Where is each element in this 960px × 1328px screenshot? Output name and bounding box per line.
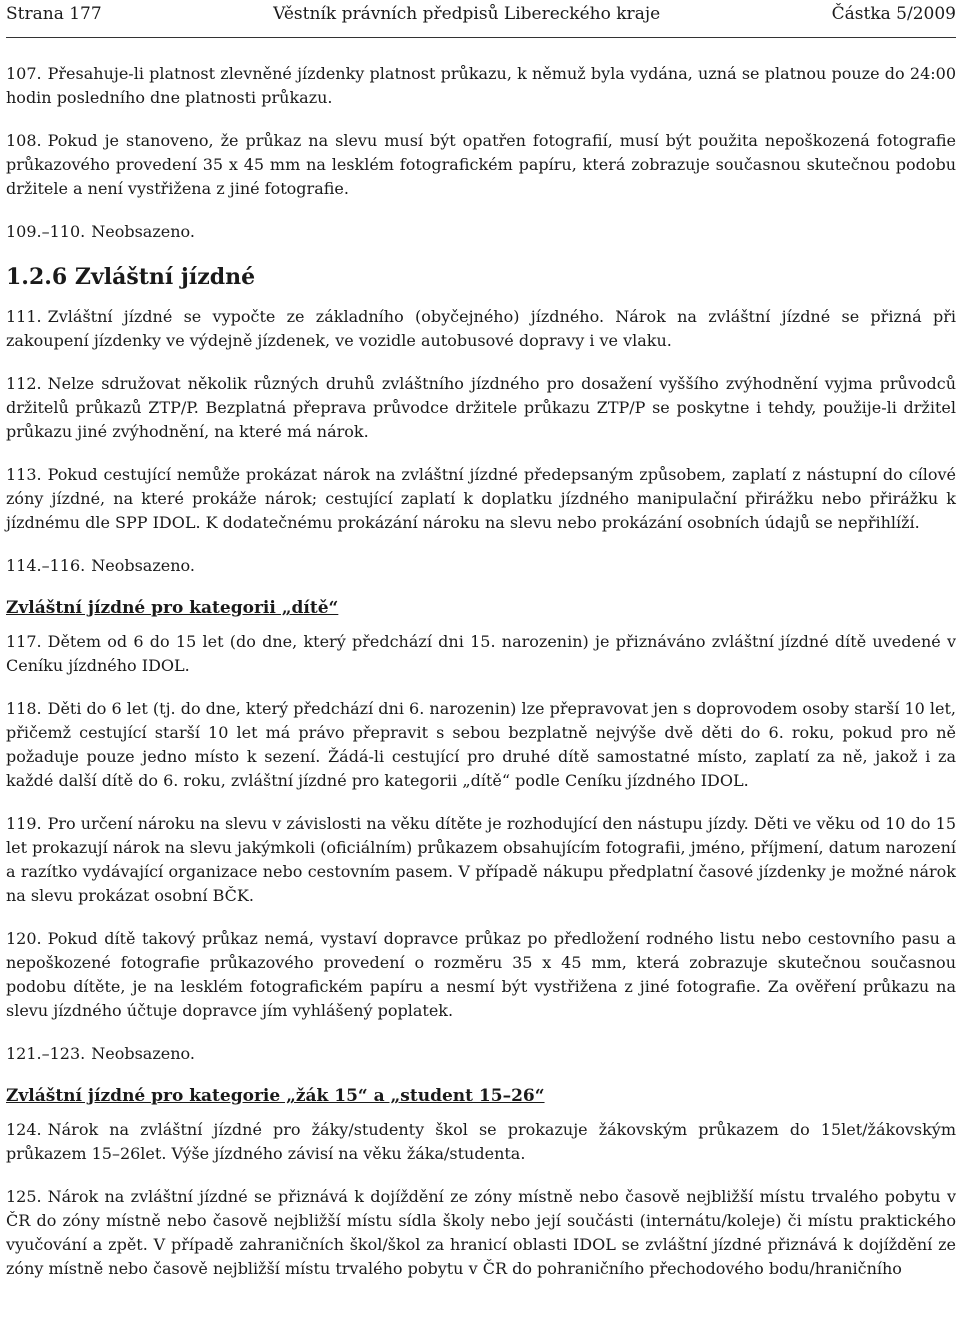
paragraph-number: 108.: [6, 131, 42, 150]
paragraph-108: [6, 129, 956, 201]
paragraph-120: [6, 927, 956, 1023]
paragraph-text: Pokud dítě takový průkaz nemá, vystaví dopravce průkaz po předložení rodného listu nebo cestovního pasu a nepoškozené fotografie průkazového provedení o rozměru 35 x 45 mm, která zobrazuje skutečnou současnou podobu dítěte, je na lesklém fotografickém papíru a nesmí být vystřižena z jiné fotografie. Za ověření průkazu na slevu jízdného účtuje dopravce jím vyhlášený poplatek.: [6, 929, 956, 1020]
document-page: [6, 0, 956, 1289]
paragraph-text: Nárok na zvláštní jízdné pro žáky/studenty škol se prokazuje žákovským průkazem do 15let/žákovským průkazem 15–26let. Výše jízdného závisí na věku žáka/studenta.: [6, 1120, 956, 1163]
paragraph-112: [6, 372, 956, 444]
paragraph-text: Pro určení nároku na slevu v závislosti na věku dítěte je rozhodující den nástupu jízdy. Děti ve věku od 10 do 15 let prokazují nárok na slevu jakýmkoli (oficiálním) průkazem obsahujícím fotografii, jméno, příjmení, datum narození a razítko vydávající organizace nebo cestovním pasem. V případě nákupu předplatní časové jízdenky je možné nárok na slevu prokázat osobní BČK.: [6, 814, 956, 905]
paragraph-number: 119.: [6, 814, 42, 833]
paragraph-text: Pokud cestující nemůže prokázat nárok na zvláštní jízdné předepsaným způsobem, zaplatí z nástupní do cílové zóny jízdné, na které prokáže nárok; cestující zaplatí k doplatku jízdného manipulační přirážku nebo přirážku k jízdnému dle SPP IDOL. K dodatečnému prokázání nároku na slevu nebo prokázání osobních údajů se nepřihlíží.: [6, 465, 956, 532]
paragraph-number: 111.: [6, 307, 42, 326]
paragraph-text: Neobsazeno.: [91, 222, 195, 241]
paragraph-text: Nelze sdružovat několik různých druhů zvláštního jízdného pro dosažení vyššího zvýhodnění vyjma průvodců držitelů průkazů ZTP/P. Bezplatná přeprava průvodce držitele průkazu ZTP/P se poskytne i tehdy, použije-li držitel průkazu jiné zvýhodnění, na které má nárok.: [6, 374, 956, 441]
paragraph-number: 109.–110.: [6, 222, 86, 241]
page-number: Strana 177: [6, 4, 102, 24]
paragraph-text: Děti do 6 let (tj. do dne, který předchází dni 6. narozenin) lze přepravovat jen s doprovodem osoby starší 10 let, přičemž cestující starší 10 let má právo přepravit s sebou bezplatně nejvýše dvě děti do 6. roku, pokud pro ně požaduje pouze jedno místo k sezení. Žádá-li cestující pro druhé dítě samostatné místo, zaplatí za ně, jakož i za každé další dítě do 6. roku, zvláštní jízdné pro kategorii „dítě“ podle Ceníku jízdného IDOL.: [6, 699, 956, 790]
paragraph-number: 107.: [6, 64, 42, 83]
paragraph-number: 125.: [6, 1187, 42, 1206]
section-heading: 1.2.6 Zvláštní jízdné: [6, 264, 256, 290]
paragraph-text: Neobsazeno.: [91, 556, 195, 575]
paragraph-117: [6, 630, 956, 678]
paragraph-text: Dětem od 6 do 15 let (do dne, který předchází dni 15. narozenin) je přiznáváno zvláštní jízdné dítě uvedené v Ceníku jízdného IDOL.: [6, 632, 956, 675]
paragraph-text: Přesahuje-li platnost zlevněné jízdenky platnost průkazu, k němuž byla vydána, uzná se platnou pouze do 24:00 hodin posledního dne platnosti průkazu.: [6, 64, 956, 107]
paragraph-114-116: [6, 554, 956, 578]
paragraph-number: 113.: [6, 465, 42, 484]
paragraph-text: Neobsazeno.: [91, 1044, 195, 1063]
paragraph-119: [6, 812, 956, 908]
paragraph-number: 117.: [6, 632, 42, 651]
paragraph-text: Zvláštní jízdné se vypočte ze základního (obyčejného) jízdného. Nárok na zvláštní jízdné se přizná při zakoupení jízdenky ve výdejně jízdenek, ve vozidle autobusové dopravy i ve vlaku.: [6, 307, 956, 350]
subheading-child: Zvláštní jízdné pro kategorii „dítě“: [6, 598, 339, 618]
paragraph-118: [6, 697, 956, 793]
paragraph-number: 121.–123.: [6, 1044, 86, 1063]
paragraph-121-123: [6, 1042, 956, 1066]
paragraph-124: [6, 1118, 956, 1166]
paragraph-text: Pokud je stanoveno, že průkaz na slevu musí být opatřen fotografií, musí být použita nepoškozená fotografie průkazového provedení 35 x 45 mm na lesklém fotografickém papíru, která zobrazuje současnou skutečnou podobu držitele a není vystřižena z jiné fotografie.: [6, 131, 956, 198]
paragraph-number: 114.–116.: [6, 556, 86, 575]
paragraph-number: 120.: [6, 929, 42, 948]
paragraph-number: 124.: [6, 1120, 42, 1139]
paragraph-text: Nárok na zvláštní jízdné se přiznává k dojíždění ze zóny místně nebo časově nejbližší místu trvalého pobytu v ČR do zóny místně nebo časově nejbližší místu sídla školy nebo její součásti (internátu/koleje) či místu praktického vyučování a zpět. V případě zahraničních škol/škol za hranicí oblasti IDOL se zvláštní jízdné přiznává k dojíždění ze zóny místně nebo časově nejbližší místu trvalého pobytu v ČR do pohraničního přechodového bodu/hraničního: [6, 1187, 956, 1278]
paragraph-107: [6, 62, 956, 110]
issue-number: Částka 5/2009: [831, 4, 956, 24]
paragraph-number: 118.: [6, 699, 42, 718]
journal-title: Věstník právních předpisů Libereckého kraje: [273, 4, 661, 24]
paragraph-113: [6, 463, 956, 535]
paragraph-109-110: [6, 220, 956, 244]
page-header: [6, 0, 956, 38]
paragraph-111: [6, 305, 956, 353]
paragraph-number: 112.: [6, 374, 42, 393]
paragraph-125: [6, 1185, 956, 1289]
subheading-student: Zvláštní jízdné pro kategorie „žák 15“ a „student 15–26“: [6, 1086, 545, 1106]
